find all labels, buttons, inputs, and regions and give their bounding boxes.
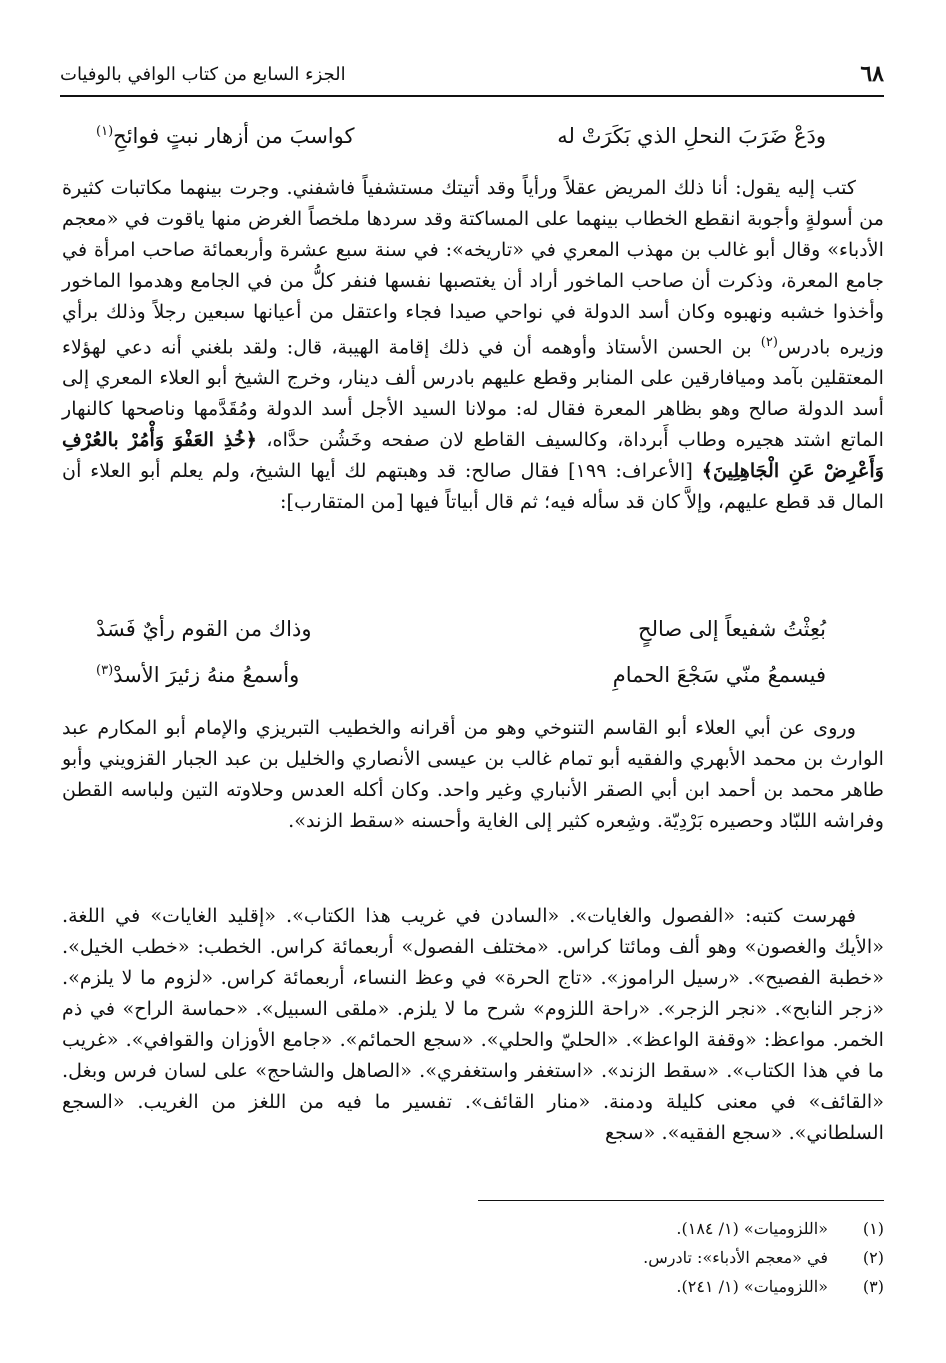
running-header	[60, 56, 884, 92]
footnote-3-text: «اللزوميات» (١/ ٢٤١).	[676, 1277, 828, 1296]
footnote-rule	[478, 1200, 884, 1201]
paragraph-2: وروى عن أبي العلاء أبو القاسم التنوخي وهو من أقرانه والخطيب التبريزي والإمام أبو المكارم عبد الوارث بن محمد الأبهري والفقيه أبو تمام غالب بن عيسى الأنصاري والخليل بن عبد الجبار القزويني وأبو طاهر محمد بن أحمد ابن أبي الصقر الأنباري وغير واحد. وكان أكله العدس وحلاوته التين ولباسه القطن وفراشه اللبّاد وحصيره بَرْدِيّة. وشِعره كثير إلى الغاية وأحسنه «سقط الزند».	[62, 716, 884, 832]
paragraph-1	[62, 172, 884, 517]
paragraph-3: فهرست كتبه: «الفصول والغايات». «السادن في غريب هذا الكتاب». «إقليد الغايات» في اللغة. «الأيك والغصون» وهو ألف ومائتا كراس. «مختلف الفصول» أربعمائة كراس. الخطب: «خطب الخيل». «خطبة الفصيح». «رسيل الراموز». «تاج الحرة» في وعظ النساء، أربعمائة كراس. «لزوم ما لا يلزم». «زجر النابح». «نجر الزجر». «راحة اللزوم» شرح ما لا يلزم. «ملقى السبيل». «حماسة الراح» في ذم الخمر. مواعظ: «وقفة الواعظ». «الحليّ والحلي». «سجع الحمائم». «جامع الأوزان والقوافي». «غريب ما في هذا الكتاب». «سقط الزند». «استغفر واستغفري». «الصاهل والشاحج» على لسان فرس وبغل. «القائف» في معنى كليلة ودمنة. «منار القائف». تفسير ما فيه من اللغز من الغريب. «السجع السلطاني». «سجع الفقيه». «سجع	[62, 904, 884, 1144]
verse-line-1	[96, 115, 826, 157]
footnote-mark-2: (٢)	[760, 335, 778, 350]
verse-2-first-hemistich: بُعِثْتُ شفيعاً إلى صالحٍ	[638, 617, 826, 641]
footnote-2	[360, 1243, 884, 1272]
verse-1-second-hemistich: كواسبَ من أزهار نبتٍ فوائحِ$^{(١)}$	[96, 124, 355, 148]
paragraph-1-text-c: [الأعراف: ١٩٩] فقال صالح: قد وهبتهم لك أيها الشيخ، ولم يعلم أبو العلاء أن المال قد قطع عليهم، وإلاَّ كان قد سأله فيه؛ ثم قال أبياتاً فيها [من المتقارب]:	[62, 459, 884, 514]
footnote-mark-3: (٣)	[96, 663, 114, 678]
footnote-2-text: في «معجم الأدباء»: تادرس.	[643, 1248, 828, 1267]
footnote-1-number: (١)	[862, 1219, 884, 1238]
verse-line-2	[96, 608, 826, 650]
footnote-1	[360, 1214, 884, 1243]
footnote-mark-1: (١)	[96, 124, 114, 139]
paragraph-1-text-a: كتب إليه يقول: أنا ذلك المريض عقلاً ورأياً وقد أتيتك مستشفياً فاشفني. وجرت بينهما مكاتبات كثيرة من أسولةٍ وأجوبة انقطع الخطاب بينهما على المساكتة وقد سردها ملخصاً الغرض منها ياقوت في «معجم الأدباء» وقال أبو غالب بن مهذب المعري في «تاريخه»: في سنة سبع عشرة وأربعمائة صاحب امرأة في جامع المعرة، وذكرت أن صاحب الماخور أراد أن يغتصبها نفسها فنفر كلُّ من في الجامع وهدموا الماخور وأخذوا خشبه ونهبوه وكان أسد الدولة في نواحي صيدا فجاء واعتقل من أعيانها سبعين رجلاً وذلك برأي وزيره بادرس	[62, 176, 884, 359]
header-rule	[60, 95, 884, 97]
verse-2-second-hemistich: وذاك من القوم رأيٌ فَسَدْ	[96, 617, 312, 641]
page-number: ٦٨	[860, 61, 884, 87]
footnote-3-number: (٣)	[862, 1277, 884, 1296]
paragraph-1-text-b: بن الحسن الأستاذ وأوهمه أن في ذلك إقامة الهيبة، قال: ولقد بلغني أنه دعي لهؤلاء المعتقلين بآمد وميافارقين على المنابر وقطع عليهم بادرس ألف دينار، وخرج الشيخ أبو العلاء المعري إلى أسد الدولة صالح وهو بظاهر المعرة فقال له: مولانا السيد الأجل أسد الدولة ومُقَدَّمها وناصحها كالنهار الماتع اشتد هجيره وطاب أَبرداة، وكالسيف القاطع لان صفحه وخَشُن حدَّاه،	[62, 335, 884, 452]
verse-1-first-hemistich: ودَعْ ضَرَبَ النحلِ الذي بَكَرَتْ له	[557, 124, 826, 148]
footnote-3	[360, 1272, 884, 1301]
verse-3-first-hemistich: فيسمعُ منّي سَجْعَ الحمامِ	[612, 663, 826, 687]
quran-verse: ﴿خُذِ العَفْوَ وَأْمُرْ بالعُرْفِ وَأَعْرِضْ عَنِ الْجَاهِلِينَ﴾	[62, 428, 884, 483]
verse-line-3	[96, 654, 826, 696]
footnotes	[360, 1214, 884, 1301]
verse-3-second-hemistich: وأسمعُ منهُ زئيرَ الأسدْ$^{(٣)}$	[96, 663, 300, 687]
header-title: الجزء السابع من كتاب الوافي بالوفيات	[60, 63, 346, 85]
footnote-1-text: «اللزوميات» (١/ ١٨٤).	[676, 1219, 828, 1238]
footnote-2-number: (٢)	[862, 1248, 884, 1267]
